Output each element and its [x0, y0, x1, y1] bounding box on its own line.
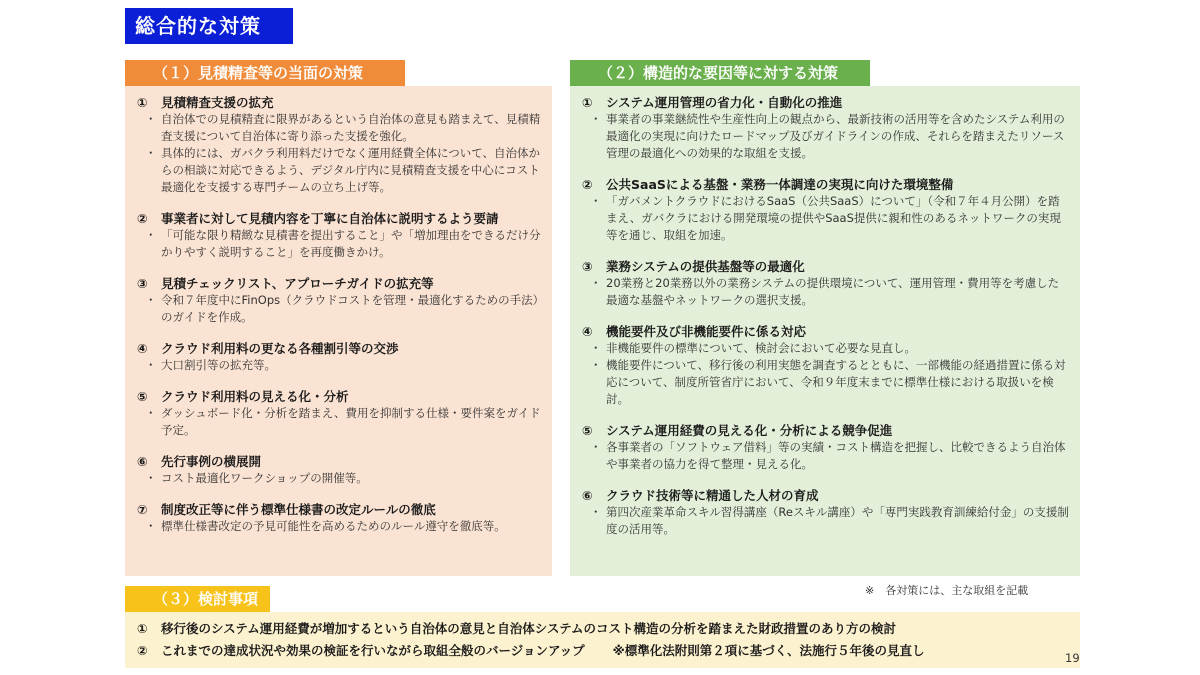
measure-bullet-text: 「可能な限り精緻な見積書を提出すること」や「増加理由をできるだけ分かりやすく説明すること」を再度働きかけ。: [161, 228, 541, 259]
review-item: [137, 618, 1070, 640]
measure-bullet-text: 各事業者の「ソフトウェア借料」等の実績・コスト構造を把握し、比較できるよう自治体や事業者の協力を得て整理・見える化。: [606, 440, 1066, 471]
measure-item: [137, 501, 542, 535]
bullet-dot-icon: ・: [145, 471, 157, 485]
measure-title-text: 先行事例の横展開: [161, 454, 262, 469]
section2-panel: [570, 86, 1080, 576]
measure-title-text: クラウド技術等に精通した人材の育成: [606, 488, 819, 503]
measure-number: ⑤: [582, 423, 593, 438]
measure-title-text: システム運用管理の省力化・自動化の推進: [606, 95, 843, 110]
footnote: ※ 各対策には、主な取組を記載: [865, 584, 1029, 597]
review-note: ※標準化法附則第２項に基づく、法施行５年後の見直し: [612, 643, 925, 658]
measure-item: [582, 258, 1070, 309]
bullet-dot-icon: ・: [590, 505, 602, 519]
measure-bullet-text: 令和７年度中にFinOps（クラウドコストを管理・最適化するための手法）のガイドを作成。: [161, 293, 539, 324]
bullet-dot-icon: ・: [145, 406, 157, 420]
bullet-dot-icon: ・: [145, 146, 157, 160]
review-text: 移行後のシステム運用経費が増加するという自治体の意見と自治体システムのコスト構造の分析を踏まえた財政措置のあり方の検討: [161, 621, 897, 636]
measure-item: [137, 388, 542, 439]
bullet-dot-icon: ・: [590, 341, 602, 355]
measure-number: ①: [582, 95, 593, 110]
measure-title: [582, 176, 1070, 193]
measure-title-text: 制度改正等に伴う標準仕様書の改定ルールの徹底: [161, 502, 436, 517]
section1-heading: （１）見積精査等の当面の対策: [125, 60, 405, 86]
measure-bullet: [137, 111, 542, 145]
measure-bullet-text: 機能要件について、移行後の利用実態を調査するとともに、一部機能の経過措置に係る対応について、制度所管省庁において、令和９年度末までに標準仕様における取扱いを検討。: [606, 358, 1066, 406]
measure-bullet: [582, 357, 1070, 408]
measure-title: [137, 388, 542, 405]
measure-number: ④: [582, 324, 593, 339]
measure-bullet-text: 大口割引等の拡充等。: [161, 358, 276, 372]
measure-title: [582, 422, 1070, 439]
measure-number: ⑦: [137, 502, 148, 517]
measure-title: [137, 275, 542, 292]
measure-number: ⑥: [582, 488, 593, 503]
measure-title: [137, 94, 542, 111]
measure-bullet: [582, 193, 1070, 244]
measure-bullet-text: 標準仕様書改定の予見可能性を高めるためのルール遵守を徹底等。: [161, 519, 506, 533]
measure-number: ④: [137, 341, 148, 356]
bullet-dot-icon: ・: [145, 519, 157, 533]
measure-number: ③: [137, 276, 148, 291]
measure-item: [582, 323, 1070, 408]
measure-title-text: 業務システムの提供基盤等の最適化: [606, 259, 805, 274]
measure-title: [582, 258, 1070, 275]
measure-bullet-text: 非機能要件の標準について、検討会において必要な見直し。: [606, 341, 917, 355]
measure-item: [137, 275, 542, 326]
measure-item: [582, 422, 1070, 473]
bullet-dot-icon: ・: [590, 276, 602, 290]
bullet-dot-icon: ・: [590, 440, 602, 454]
section2-heading: （２）構造的な要因等に対する対策: [570, 60, 870, 86]
slide-title: 総合的な対策: [125, 8, 293, 44]
measure-title: [582, 487, 1070, 504]
section3-panel: [125, 612, 1080, 668]
measure-title-text: クラウド利用料の見える化・分析: [161, 389, 349, 404]
measure-item: [137, 453, 542, 487]
measure-bullet-text: 自治体での見積精査に限界があるという自治体の意見も踏まえて、見積精査支援について自治体に寄り添った支援を強化。: [161, 112, 541, 143]
measure-title-text: 見積チェックリスト、アプローチガイドの拡充等: [161, 276, 434, 291]
measure-number: ②: [137, 211, 148, 226]
review-text: これまでの達成状況や効果の検証を行いながら取組全般のバージョンアップ: [161, 643, 585, 658]
measure-bullet: [137, 292, 542, 326]
measure-bullet-text: 事業者の事業継続性や生産性向上の観点から、最新技術の活用等を含めたシステム利用の最適化の実現に向けたロードマップ及びガイドラインの作成、それらを踏まえたリソース管理の最適化への効果的な取組を支援。: [606, 112, 1065, 160]
measure-item: [137, 210, 542, 261]
measure-title: [137, 340, 542, 357]
page-number: 19: [1065, 651, 1080, 665]
measure-number: ⑥: [137, 454, 148, 469]
bullet-dot-icon: ・: [145, 112, 157, 126]
measure-title: [137, 501, 542, 518]
measure-title: [137, 453, 542, 470]
measure-number: ①: [137, 95, 148, 110]
bullet-dot-icon: ・: [590, 358, 602, 372]
measure-item: [137, 94, 542, 196]
measure-bullet-text: 第四次産業革命スキル習得講座（Reスキル講座）や「専門実践教育訓練給付金」の支援制度の活用等。: [606, 505, 1069, 536]
measure-bullet-text: ダッシュボード化・分析を踏まえ、費用を抑制する仕様・要件案をガイド予定。: [161, 406, 541, 437]
measure-title: [582, 94, 1070, 111]
review-number: ②: [137, 643, 148, 658]
measure-bullet: [137, 470, 542, 487]
measure-bullet: [137, 357, 542, 374]
bullet-dot-icon: ・: [590, 112, 602, 126]
measure-bullet-text: コスト最適化ワークショップの開催等。: [161, 471, 368, 485]
review-item: [137, 640, 1070, 662]
measure-bullet: [137, 518, 542, 535]
measure-number: ⑤: [137, 389, 148, 404]
measure-bullet: [582, 504, 1070, 538]
measure-number: ②: [582, 177, 593, 192]
bullet-dot-icon: ・: [590, 194, 602, 208]
measure-title-text: クラウド利用料の更なる各種割引等の交渉: [161, 341, 399, 356]
measure-title-text: システム運用経費の見える化・分析による競争促進: [606, 423, 893, 438]
measure-item: [582, 487, 1070, 538]
measure-title-text: 事業者に対して見積内容を丁寧に自治体に説明するよう要請: [161, 211, 499, 226]
measure-bullet: [137, 145, 542, 196]
measure-item: [582, 176, 1070, 244]
measure-bullet: [582, 111, 1070, 162]
section1-panel: [125, 86, 552, 576]
measure-item: [582, 94, 1070, 162]
measure-number: ③: [582, 259, 593, 274]
measure-title-text: 機能要件及び非機能要件に係る対応: [606, 324, 807, 339]
measure-title: [137, 210, 542, 227]
bullet-dot-icon: ・: [145, 358, 157, 372]
measure-bullet-text: 「ガバメントクラウドにおけるSaaS（公共SaaS）について」（令和７年４月公開）を踏まえ、ガバクラにおける開発環境の提供やSaaS提供に親和性のあるネットワークの実現等を通じ、取組を加速。: [606, 194, 1061, 242]
section3-heading: （３）検討事項: [125, 586, 270, 612]
measure-bullet: [582, 340, 1070, 357]
measure-bullet-text: 具体的には、ガバクラ利用料だけでなく運用経費全体について、自治体からの相談に対応できるよう、デジタル庁内に見積精査支援を中心にコスト最適化を支援する専門チームの立ち上げ等。: [161, 146, 541, 194]
measure-title: [582, 323, 1070, 340]
measure-bullet-text: 20業務と20業務以外の業務システムの提供環境について、運用管理・費用等を考慮した最適な基盤やネットワークの選択支援。: [606, 276, 1060, 307]
measure-bullet: [582, 439, 1070, 473]
measure-bullet: [137, 227, 542, 261]
measure-title-text: 見積精査支援の拡充: [161, 95, 274, 110]
bullet-dot-icon: ・: [145, 293, 157, 307]
measure-bullet: [137, 405, 542, 439]
measure-bullet: [582, 275, 1070, 309]
review-number: ①: [137, 621, 148, 636]
bullet-dot-icon: ・: [145, 228, 157, 242]
measure-item: [137, 340, 542, 374]
measure-title-text: 公共SaaSによる基盤・業務一体調達の実現に向けた環境整備: [606, 177, 954, 192]
